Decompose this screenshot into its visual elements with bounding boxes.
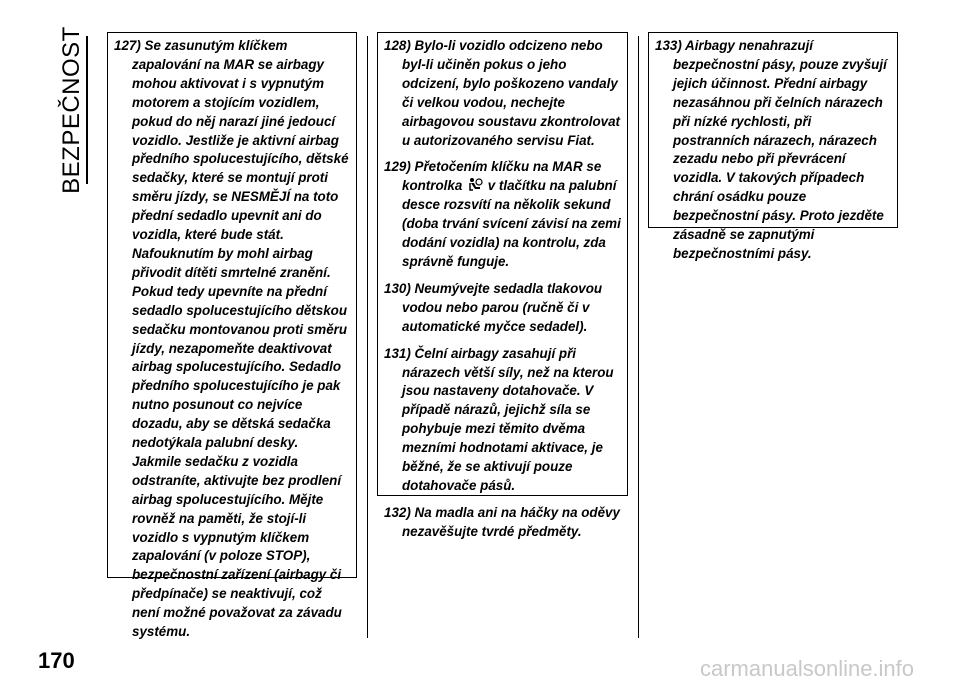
note-129-text-b: v tlačítku na palubní desce rozsvítí na několik sekund (doba trvání svícení závisí na zemi dodání vozidla) na kontrolu, zda správně funguje. (402, 178, 621, 269)
column-divider-1 (367, 36, 368, 638)
section-title-text: BEZPEČNOST (58, 26, 86, 194)
note-127: 127) Se zasunutým klíčkem zapalování na MAR se airbagy mohou aktivovat i s vypnutým motorem a stojícím vozidlem, pokud do něj narazí jiné jedoucí vozidlo. Jestliže je aktivní airbag předního spolucestujícího, dětské sedačky, které se montují proti směru jízdy, se NESMĚJÍ na toto přední sedadlo upevnit ani do vozidla, které bude stát. Nafouknutím by mohl airbag přivodit dítěti smrtelné zranění. Pokud tedy upevníte na přední sedadlo spolucestujícího dětskou sedačku montovanou proti směru jízdy, nezapomeňte deaktivovat airbag spolucestujícího. Sedadlo předního spolucestujícího je pak nutno posunout co nejvíce dozadu, aby se dětská sedačka nedotýkala palubní desky. Jakmile sedačku z vozidla odstraníte, aktivujte bez prodlení airbag spolucestujícího. Mějte rovněž na paměti, že stojí-li vozidlo s vypnutým klíčkem zapalování (v poloze STOP), bezpečnostní zařízení (airbagy či předpínače) se neaktivují, což není možné považovat za závadu systému. (114, 38, 349, 640)
warning-box-middle (377, 32, 628, 539)
column-divider-2 (638, 36, 639, 638)
note-128: 128) Bylo-li vozidlo odcizeno nebo byl-li učiněn pokus o jeho odcizení, bylo poškozeno vandaly či velkou vodou, nechejte airbagovou soustavu zkontrolovat u autorizovaného servisu Fiat. (384, 38, 621, 148)
note-129-text-a: 129) Přetočením klíčku na MAR se kontrolka (384, 159, 602, 194)
section-title-rule (86, 36, 88, 184)
note-129 (384, 158, 621, 271)
page-number: 170 (38, 648, 75, 673)
watermark: carmanualsonline.info (700, 656, 915, 681)
warning-box-right (648, 32, 898, 261)
note-133: 133) Airbagy nenahrazují bezpečnostní pásy, pouze zvyšují jejich účinnost. Přední airbagy nezasáhnou při čelních nárazech při nízké rychlosti, při postranních nárazech, nárazech zezadu nebo při převrácení vozidla. V takových případech chrání osádku pouze bezpečnostní pásy. Proto jezděte zásadně se zapnutými bezpečnostními pásy. (655, 38, 887, 261)
warning-box-left (107, 32, 357, 640)
note-132: 132) Na madla ani na háčky na oděvy nezavěšujte tvrdé předměty. (384, 504, 620, 539)
section-title (54, 26, 90, 194)
airbag-warning-icon (467, 177, 483, 193)
note-131: 131) Čelní airbagy zasahují při nárazech větší síly, než na kterou jsou nastaveny dotahovače. V případě nárazů, jejichž síla se pohybuje mezi těmito dvěma mezními hodnotami aktivace, je běžné, že se aktivují pouze dotahovače pásů. (384, 345, 614, 493)
note-130: 130) Neumývejte sedadla tlakovou vodou nebo parou (ručně či v automatické myčce sedadel). (384, 280, 603, 334)
